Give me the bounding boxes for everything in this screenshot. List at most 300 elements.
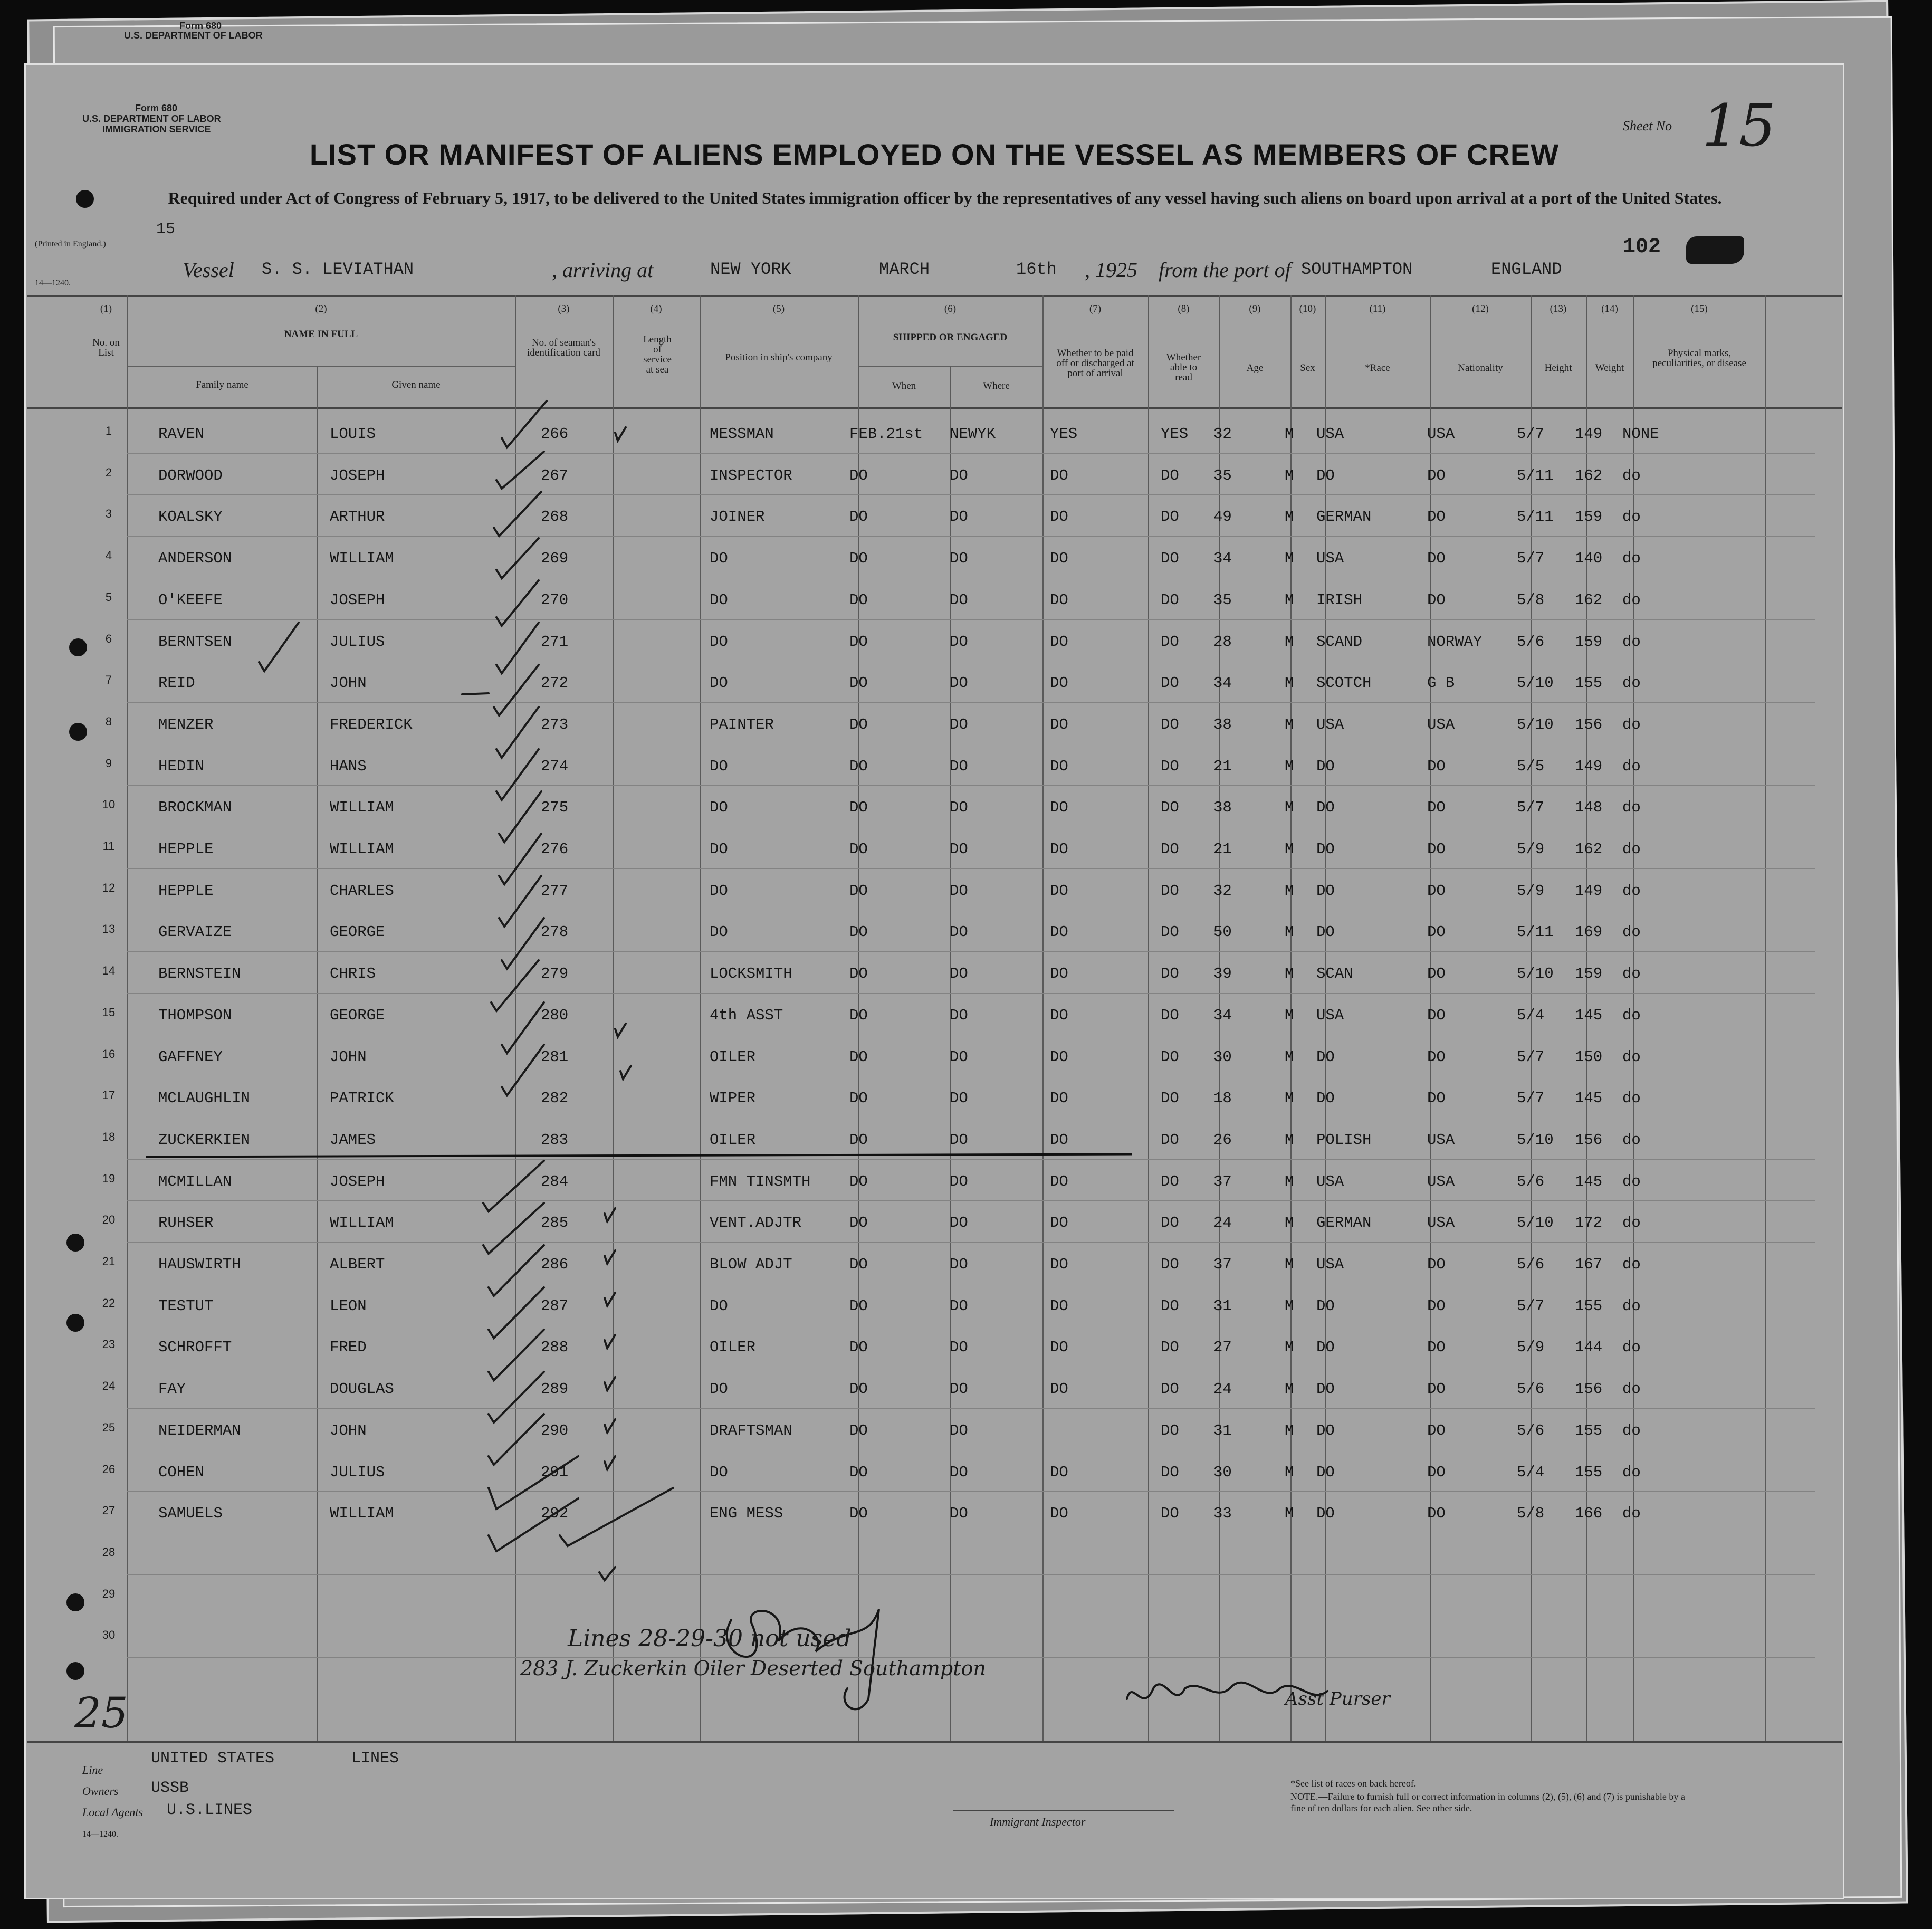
check-marks bbox=[24, 63, 1844, 1752]
row-number: 11 bbox=[102, 839, 115, 853]
cell-where: DO bbox=[950, 550, 968, 568]
col-2-number: (2) bbox=[315, 303, 327, 314]
cell-race: USA bbox=[1316, 425, 1344, 443]
cell-card: 282 bbox=[541, 1090, 569, 1107]
cell-nat: DO bbox=[1427, 799, 1446, 817]
cell-nat: DO bbox=[1427, 1380, 1446, 1398]
cell-family: NEIDERMAN bbox=[158, 1421, 241, 1439]
row-number: 19 bbox=[102, 1171, 116, 1185]
punch-hole bbox=[66, 1593, 84, 1611]
cell-sex: M bbox=[1285, 591, 1294, 609]
cell-age: 50 bbox=[1213, 923, 1232, 941]
cell-given: FREDERICK bbox=[330, 715, 413, 733]
footer-form-code: 14—1240. bbox=[82, 1830, 118, 1839]
cell-height: 5/9 bbox=[1517, 1339, 1545, 1357]
cell-age: 39 bbox=[1213, 965, 1232, 983]
row-number: 17 bbox=[102, 1088, 116, 1102]
cell-when: DO bbox=[849, 1339, 868, 1357]
cell-family: MCLAUGHLIN bbox=[158, 1090, 251, 1107]
arrival-month: MARCH bbox=[879, 260, 930, 279]
col-3-number: (3) bbox=[558, 303, 570, 314]
cell-marks: do bbox=[1622, 715, 1641, 733]
cell-sex: M bbox=[1285, 425, 1294, 443]
page-title: LIST OR MANIFEST OF ALIENS EMPLOYED ON THE VESSEL AS MEMBERS OF CREW bbox=[309, 138, 1560, 171]
cell-sex: M bbox=[1285, 1256, 1294, 1273]
cell-nat: DO bbox=[1427, 1048, 1446, 1066]
cell-height: 5/10 bbox=[1517, 1214, 1554, 1232]
cell-card: 269 bbox=[541, 550, 569, 568]
cell-race: DO bbox=[1316, 1505, 1335, 1523]
cell-position: DO bbox=[710, 1297, 728, 1315]
cell-weight: 159 bbox=[1575, 633, 1603, 651]
inspector-label: Immigrant Inspector bbox=[990, 1815, 1086, 1828]
punch-hole bbox=[76, 190, 94, 208]
col-where-header: Where bbox=[983, 380, 1010, 391]
cell-where: DO bbox=[950, 674, 968, 692]
cell-paid: DO bbox=[1050, 841, 1068, 858]
arrival-year: , 1925 bbox=[1085, 258, 1137, 282]
cell-height: 5/7 bbox=[1517, 1090, 1545, 1107]
cell-height: 5/4 bbox=[1517, 1463, 1545, 1481]
cell-when: DO bbox=[849, 591, 868, 609]
punch-hole bbox=[69, 723, 87, 741]
cell-where: DO bbox=[950, 1048, 968, 1066]
cell-given: ALBERT bbox=[330, 1256, 385, 1273]
cell-position: ENG MESS bbox=[710, 1505, 783, 1523]
row-number: 30 bbox=[102, 1628, 116, 1642]
corner-mark: 25 bbox=[74, 1688, 128, 1737]
cell-family: ANDERSON bbox=[158, 550, 232, 568]
cell-height: 5/8 bbox=[1517, 591, 1545, 609]
cell-where: DO bbox=[950, 715, 968, 733]
cell-age: 28 bbox=[1213, 633, 1232, 651]
cell-given: ARTHUR bbox=[330, 508, 385, 526]
cell-card: 283 bbox=[541, 1131, 569, 1149]
cell-given: JAMES bbox=[330, 1131, 376, 1149]
row-number: 20 bbox=[102, 1213, 116, 1227]
cell-when: DO bbox=[849, 674, 868, 692]
cell-age: 27 bbox=[1213, 1339, 1232, 1357]
cell-position: INSPECTOR bbox=[710, 466, 792, 484]
col-family-header: Family name bbox=[196, 379, 248, 390]
col-7-header: Whether to be paid off or discharged at port of arrival bbox=[1056, 348, 1134, 379]
cell-nat: USA bbox=[1427, 425, 1455, 443]
cell-position: DO bbox=[710, 674, 728, 692]
cell-weight: 145 bbox=[1575, 1172, 1603, 1190]
row-number: 18 bbox=[102, 1130, 116, 1143]
cell-height: 5/7 bbox=[1517, 1297, 1545, 1315]
row-number: 1 bbox=[105, 424, 112, 437]
cell-height: 5/5 bbox=[1517, 757, 1545, 775]
cell-weight: 155 bbox=[1575, 1421, 1603, 1439]
cell-card: 287 bbox=[541, 1297, 569, 1315]
cell-height: 5/9 bbox=[1517, 841, 1545, 858]
cell-position: WIPER bbox=[710, 1090, 756, 1107]
row-number: 2 bbox=[105, 465, 112, 479]
cell-when: DO bbox=[849, 1048, 868, 1066]
cell-height: 5/10 bbox=[1517, 715, 1554, 733]
col-15-header: Physical marks, peculiarities, or disease bbox=[1652, 348, 1746, 369]
from-port-label: from the port of bbox=[1159, 258, 1291, 282]
cell-when: DO bbox=[849, 508, 868, 526]
cell-family: KOALSKY bbox=[158, 508, 223, 526]
back-form-no: Form 680 bbox=[179, 21, 222, 31]
col-given-header: Given name bbox=[391, 379, 441, 390]
cell-nat: DO bbox=[1427, 1463, 1446, 1481]
cell-read: DO bbox=[1161, 923, 1179, 941]
cell-read: DO bbox=[1161, 799, 1179, 817]
row-number: 4 bbox=[105, 549, 112, 562]
cell-given: JOHN bbox=[330, 1048, 367, 1066]
row-number: 24 bbox=[102, 1379, 116, 1393]
line-value-2: LINES bbox=[351, 1750, 399, 1768]
cell-family: HEPPLE bbox=[158, 841, 214, 858]
cell-when: DO bbox=[849, 715, 868, 733]
cell-marks: do bbox=[1622, 674, 1641, 692]
cell-read: DO bbox=[1161, 1297, 1179, 1315]
cell-given: JULIUS bbox=[330, 633, 385, 651]
cell-height: 5/7 bbox=[1517, 425, 1545, 443]
sheet-number: 15 bbox=[1702, 92, 1776, 159]
col-when-header: When bbox=[892, 380, 916, 391]
cell-when: DO bbox=[849, 1463, 868, 1481]
cell-where: DO bbox=[950, 1172, 968, 1190]
cell-read: DO bbox=[1161, 1048, 1179, 1066]
cell-card: 277 bbox=[541, 882, 569, 900]
cell-given: JOHN bbox=[330, 674, 367, 692]
cell-paid: DO bbox=[1050, 1214, 1068, 1232]
cell-height: 5/7 bbox=[1517, 799, 1545, 817]
cell-when: DO bbox=[849, 1505, 868, 1523]
col-13-header: Height bbox=[1544, 362, 1572, 374]
cell-where: DO bbox=[950, 965, 968, 983]
cell-race: IRISH bbox=[1316, 591, 1363, 609]
cell-read: YES bbox=[1161, 425, 1189, 443]
cell-race: USA bbox=[1316, 550, 1344, 568]
cell-sex: M bbox=[1285, 508, 1294, 526]
cell-weight: 155 bbox=[1575, 674, 1603, 692]
cell-marks: do bbox=[1622, 1048, 1641, 1066]
cell-given: LEON bbox=[330, 1297, 367, 1315]
cell-read: DO bbox=[1161, 1006, 1179, 1024]
cell-when: DO bbox=[849, 923, 868, 941]
cell-race: DO bbox=[1316, 466, 1335, 484]
cell-age: 49 bbox=[1213, 508, 1232, 526]
cell-nat: DO bbox=[1427, 591, 1446, 609]
col-11-header: *Race bbox=[1365, 362, 1390, 374]
cell-weight: 155 bbox=[1575, 1463, 1603, 1481]
cell-position: DO bbox=[710, 633, 728, 651]
cell-paid: DO bbox=[1050, 715, 1068, 733]
cell-age: 37 bbox=[1213, 1256, 1232, 1273]
cell-given: WILLIAM bbox=[330, 841, 394, 858]
col-10-number: (10) bbox=[1299, 303, 1316, 314]
cell-where: DO bbox=[950, 1505, 968, 1523]
cell-card: 279 bbox=[541, 965, 569, 983]
cell-where: DO bbox=[950, 508, 968, 526]
cell-when: DO bbox=[849, 799, 868, 817]
cell-weight: 149 bbox=[1575, 882, 1603, 900]
row-number: 14 bbox=[102, 964, 116, 978]
cell-sex: M bbox=[1285, 1048, 1294, 1066]
cell-sex: M bbox=[1285, 1006, 1294, 1024]
cell-paid: DO bbox=[1050, 799, 1068, 817]
cell-paid: DO bbox=[1050, 757, 1068, 775]
cell-sex: M bbox=[1285, 674, 1294, 692]
cell-race: SCOTCH bbox=[1316, 674, 1372, 692]
cell-nat: DO bbox=[1427, 1505, 1446, 1523]
cell-race: DO bbox=[1316, 757, 1335, 775]
cell-where: DO bbox=[950, 799, 968, 817]
col-14-header: Weight bbox=[1595, 362, 1624, 374]
arriving-label: , arriving at bbox=[552, 258, 654, 282]
cell-where: DO bbox=[950, 1256, 968, 1273]
cell-family: BERNSTEIN bbox=[158, 965, 241, 983]
cell-sex: M bbox=[1285, 882, 1294, 900]
cell-age: 35 bbox=[1213, 466, 1232, 484]
cell-read: DO bbox=[1161, 1214, 1179, 1232]
cell-nat: DO bbox=[1427, 1297, 1446, 1315]
cell-weight: 148 bbox=[1575, 799, 1603, 817]
cell-sex: M bbox=[1285, 1131, 1294, 1149]
port-of-arrival: NEW YORK bbox=[710, 260, 791, 279]
cell-read: DO bbox=[1161, 1463, 1179, 1481]
col-8-header: Whether able to read bbox=[1166, 352, 1201, 383]
row-number: 3 bbox=[105, 507, 112, 521]
cell-where: DO bbox=[950, 1131, 968, 1149]
cell-nat: DO bbox=[1427, 965, 1446, 983]
cell-nat: DO bbox=[1427, 1339, 1446, 1357]
col-9-header: Age bbox=[1246, 362, 1264, 374]
col-12-header: Nationality bbox=[1458, 362, 1503, 374]
cell-position: OILER bbox=[710, 1131, 756, 1149]
cell-weight: 140 bbox=[1575, 550, 1603, 568]
cell-family: BROCKMAN bbox=[158, 799, 232, 817]
cell-card: 278 bbox=[541, 923, 569, 941]
cell-paid: DO bbox=[1050, 591, 1068, 609]
back-department: U.S. DEPARTMENT OF LABOR bbox=[124, 30, 263, 41]
cell-race: DO bbox=[1316, 1339, 1335, 1357]
cell-when: DO bbox=[849, 466, 868, 484]
col-12-number: (12) bbox=[1472, 303, 1489, 314]
row-number: 12 bbox=[102, 881, 116, 894]
cell-paid: DO bbox=[1050, 882, 1068, 900]
row-number: 5 bbox=[105, 590, 112, 604]
cell-marks: do bbox=[1622, 1256, 1641, 1273]
cell-sex: M bbox=[1285, 1090, 1294, 1107]
cell-nat: DO bbox=[1427, 508, 1446, 526]
code-102: 102 bbox=[1623, 235, 1661, 259]
cell-race: DO bbox=[1316, 841, 1335, 858]
cell-age: 21 bbox=[1213, 757, 1232, 775]
cell-paid: DO bbox=[1050, 1380, 1068, 1398]
cell-height: 5/6 bbox=[1517, 1172, 1545, 1190]
cell-sex: M bbox=[1285, 1380, 1294, 1398]
cell-marks: do bbox=[1622, 1297, 1641, 1315]
cell-position: 4th ASST bbox=[710, 1006, 783, 1024]
cell-race: USA bbox=[1316, 1006, 1344, 1024]
cell-position: DO bbox=[710, 591, 728, 609]
cell-nat: DO bbox=[1427, 757, 1446, 775]
cell-race: DO bbox=[1316, 882, 1335, 900]
line-value: UNITED STATES bbox=[151, 1750, 275, 1768]
cell-marks: do bbox=[1622, 923, 1641, 941]
cell-card: 284 bbox=[541, 1172, 569, 1190]
row-number: 25 bbox=[102, 1420, 116, 1434]
cell-marks: do bbox=[1622, 799, 1641, 817]
cell-where: DO bbox=[950, 882, 968, 900]
cell-given: JOSEPH bbox=[330, 591, 385, 609]
cell-nat: DO bbox=[1427, 1006, 1446, 1024]
cell-paid: DO bbox=[1050, 1172, 1068, 1190]
cell-card: 267 bbox=[541, 466, 569, 484]
sheet-label: Sheet No bbox=[1623, 118, 1672, 133]
port-of-departure: SOUTHAMPTON bbox=[1301, 260, 1413, 279]
cell-position: DO bbox=[710, 1463, 728, 1481]
cell-age: 38 bbox=[1213, 799, 1232, 817]
cell-when: DO bbox=[849, 1006, 868, 1024]
cell-when: DO bbox=[849, 1421, 868, 1439]
cell-position: VENT.ADJTR bbox=[710, 1214, 802, 1232]
cell-read: DO bbox=[1161, 841, 1179, 858]
cell-when: DO bbox=[849, 965, 868, 983]
cell-sex: M bbox=[1285, 757, 1294, 775]
cell-when: DO bbox=[849, 550, 868, 568]
cell-marks: do bbox=[1622, 508, 1641, 526]
cell-weight: 144 bbox=[1575, 1339, 1603, 1357]
cell-age: 24 bbox=[1213, 1380, 1232, 1398]
cell-when: DO bbox=[849, 1172, 868, 1190]
cell-height: 5/7 bbox=[1517, 1048, 1545, 1066]
cell-marks: do bbox=[1622, 1463, 1641, 1481]
cell-sex: M bbox=[1285, 1172, 1294, 1190]
punch-hole bbox=[66, 1662, 84, 1680]
cell-race: SCAND bbox=[1316, 633, 1363, 651]
col-1-number: (1) bbox=[100, 303, 112, 314]
cell-family: HEPPLE bbox=[158, 882, 214, 900]
owners-label: Owners bbox=[82, 1784, 119, 1798]
cell-given: GEORGE bbox=[330, 1006, 385, 1024]
cell-marks: do bbox=[1622, 965, 1641, 983]
cell-family: RAVEN bbox=[158, 425, 205, 443]
cell-where: DO bbox=[950, 633, 968, 651]
cell-paid: DO bbox=[1050, 1090, 1068, 1107]
cell-nat: DO bbox=[1427, 1421, 1446, 1439]
cell-given: LOUIS bbox=[330, 425, 376, 443]
inspector-signature-line bbox=[953, 1810, 1174, 1811]
cell-paid: DO bbox=[1050, 1505, 1068, 1523]
cell-sex: M bbox=[1285, 466, 1294, 484]
cell-age: 32 bbox=[1213, 425, 1232, 443]
row-number: 8 bbox=[105, 714, 112, 728]
cell-marks: do bbox=[1622, 841, 1641, 858]
cell-paid: DO bbox=[1050, 1131, 1068, 1149]
cell-nat: DO bbox=[1427, 466, 1446, 484]
cell-given: JULIUS bbox=[330, 1463, 385, 1481]
handwritten-note-deserted: 283 J. Zuckerkin Oiler Deserted Southampton bbox=[520, 1657, 986, 1680]
cell-given: GEORGE bbox=[330, 923, 385, 941]
cell-card: 273 bbox=[541, 715, 569, 733]
cell-read: DO bbox=[1161, 466, 1179, 484]
cell-where: DO bbox=[950, 1380, 968, 1398]
signature-title: Asst Purser bbox=[1285, 1688, 1390, 1710]
cell-height: 5/10 bbox=[1517, 1131, 1554, 1149]
cell-weight: 145 bbox=[1575, 1006, 1603, 1024]
cell-where: DO bbox=[950, 1463, 968, 1481]
cell-race: DO bbox=[1316, 923, 1335, 941]
cell-paid: DO bbox=[1050, 923, 1068, 941]
cell-race: DO bbox=[1316, 1090, 1335, 1107]
cell-given: WILLIAM bbox=[330, 1214, 394, 1232]
cell-family: DORWOOD bbox=[158, 466, 223, 484]
cell-when: DO bbox=[849, 1297, 868, 1315]
cell-where: DO bbox=[950, 1421, 968, 1439]
cell-weight: 166 bbox=[1575, 1505, 1603, 1523]
cell-when: DO bbox=[849, 882, 868, 900]
cell-height: 5/6 bbox=[1517, 1421, 1545, 1439]
row-number: 28 bbox=[102, 1545, 116, 1559]
cell-card: 289 bbox=[541, 1380, 569, 1398]
cell-height: 5/6 bbox=[1517, 633, 1545, 651]
cell-sex: M bbox=[1285, 633, 1294, 651]
cell-given: CHRIS bbox=[330, 965, 376, 983]
col-13-number: (13) bbox=[1550, 303, 1567, 314]
cell-card: 270 bbox=[541, 591, 569, 609]
cell-nat: DO bbox=[1427, 1090, 1446, 1107]
cell-sex: M bbox=[1285, 799, 1294, 817]
cell-sex: M bbox=[1285, 1214, 1294, 1232]
cell-family: FAY bbox=[158, 1380, 186, 1398]
cell-weight: 167 bbox=[1575, 1256, 1603, 1273]
cell-family: THOMPSON bbox=[158, 1006, 232, 1024]
cell-card: 266 bbox=[541, 425, 569, 443]
col-1-header: No. on List bbox=[92, 337, 120, 358]
cell-weight: 149 bbox=[1575, 757, 1603, 775]
cell-age: 34 bbox=[1213, 1006, 1232, 1024]
cell-card: 292 bbox=[541, 1505, 569, 1523]
col-8-number: (8) bbox=[1178, 303, 1190, 314]
cell-height: 5/10 bbox=[1517, 674, 1554, 692]
cell-read: DO bbox=[1161, 1131, 1179, 1149]
cell-position: PAINTER bbox=[710, 715, 774, 733]
punch-hole bbox=[69, 638, 87, 656]
cell-sex: M bbox=[1285, 965, 1294, 983]
cell-sex: M bbox=[1285, 923, 1294, 941]
cell-weight: 156 bbox=[1575, 1380, 1603, 1398]
row-number: 9 bbox=[105, 756, 112, 770]
col-11-number: (11) bbox=[1369, 303, 1386, 314]
cell-card: 272 bbox=[541, 674, 569, 692]
cell-given: PATRICK bbox=[330, 1090, 394, 1107]
cell-when: DO bbox=[849, 841, 868, 858]
cell-when: DO bbox=[849, 633, 868, 651]
cell-paid: DO bbox=[1050, 550, 1068, 568]
subtitle: Required under Act of Congress of February 5, 1917, to be delivered to the United States immigration officer by the representatives of any vessel having such aliens on board upon arrival at a port of the United States. bbox=[168, 188, 1722, 207]
cell-read: DO bbox=[1161, 882, 1179, 900]
cell-read: DO bbox=[1161, 1380, 1179, 1398]
cell-nat: NORWAY bbox=[1427, 633, 1483, 651]
cell-where: DO bbox=[950, 841, 968, 858]
cell-marks: do bbox=[1622, 1505, 1641, 1523]
cell-marks: do bbox=[1622, 1172, 1641, 1190]
cell-weight: 150 bbox=[1575, 1048, 1603, 1066]
cell-paid: DO bbox=[1050, 466, 1068, 484]
cell-when: DO bbox=[849, 757, 868, 775]
cell-nat: DO bbox=[1427, 1256, 1446, 1273]
arrival-day: 16th bbox=[1016, 260, 1057, 279]
cell-race: USA bbox=[1316, 1256, 1344, 1273]
cell-sex: M bbox=[1285, 1297, 1294, 1315]
